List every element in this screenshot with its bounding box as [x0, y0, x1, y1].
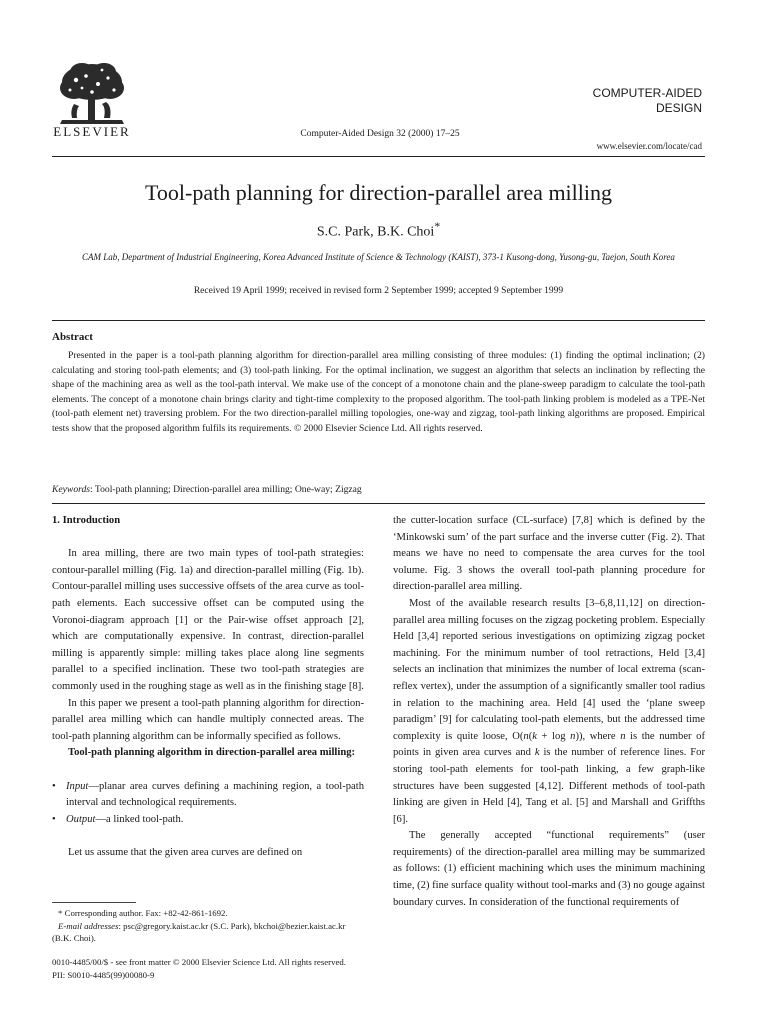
output-description: —a linked tool-path. — [95, 813, 184, 825]
input-description: —planar area curves defining a machining region, a tool-path interval and technological requirements. — [66, 780, 364, 809]
abstract-divider — [52, 503, 705, 504]
bullet-icon: • — [52, 813, 56, 825]
list-item — [52, 812, 364, 829]
keywords-label: Keywords — [52, 484, 91, 495]
author-names: S.C. Park, B.K. Choi — [316, 224, 435, 240]
brand-line-2: DESIGN — [655, 101, 702, 115]
front-matter-notice — [52, 956, 472, 982]
email-addresses[interactable]: : psc@gregory.kaist.ac.kr (S.C. Park), bkchoi@bezier.kaist.ac.kr (B.K. Choi). — [52, 920, 346, 943]
math-var: n — [570, 730, 576, 742]
article-authors — [52, 220, 705, 241]
corresponding-author-mark[interactable]: * — [434, 220, 441, 233]
right-paragraph-2 — [393, 596, 705, 828]
article-title: Tool-path planning for direction-parallel area milling — [144, 180, 613, 205]
math-var: n — [620, 730, 626, 742]
brand-line-1: COMPUTER-AIDED — [592, 86, 702, 100]
intro-paragraph-3: Let us assume that the given area curves are defined on — [68, 846, 303, 858]
list-item — [52, 779, 364, 812]
header-divider — [52, 156, 705, 157]
text-run: )), where — [575, 730, 621, 742]
text-run: + log — [536, 730, 571, 742]
keywords — [52, 484, 705, 495]
publisher-name: ELSEVIER — [53, 124, 131, 139]
abstract-text: Presented in the paper is a tool-path planning algorithm for direction-parallel area milling consisting of three modules: (1) finding the optimal inclination; (2) calculating and storing tool-path elements; and (3) tool-path linking. For the optimal inclination, we suggest an algorithm that selects an inclination by reflecting the shape of the machining area as well as the tool-path interval. We make use of the concept of a monotone chain and the plane-sweep paradigm to calculate the tool-path elements. The concept of a monotone chain brings clarity and tight-time complexity to the proposed algorithm. The tool-path linking problem is modeled as a TPE-Net (tool-path element net) traversing problem. For the two direction-parallel milling topologies, one-way and zigzag, tool-path linking algorithms are proposed. Empirical tests show that the proposed algorithm fulfils its requirements. © 2000 Elsevier Science Ltd. All rights reserved. — [52, 350, 705, 434]
abstract-heading: Abstract — [52, 331, 93, 343]
journal-url[interactable]: www.elsevier.com/locate/cad — [596, 141, 702, 151]
intro-paragraph-2: In this paper we present a tool-path planning algorithm for direction-parallel area milling which can handle multiply connected areas. The tool-path planning algorithm can be informally specified as follows. — [52, 697, 364, 742]
right-paragraph-1: the cutter-location surface (CL-surface) [7,8] which is defined by the ‘Minkowski sum’ of the part surface and the inverse cutter (Fig. 2). That means we have no need to compensate the area curves for the tool volume. Fig. 3 shows the overall tool-path planning procedure for direction-parallel area milling. — [393, 515, 705, 593]
algorithm-spec-list — [52, 779, 364, 829]
algorithm-heading: Tool-path planning algorithm in direction-parallel area milling: — [68, 747, 356, 759]
input-term: Input — [66, 780, 89, 792]
bullet-icon: • — [52, 780, 56, 792]
right-paragraph-3: The generally accepted “functional requirements” (user requirements) of the direction-parallel area milling may be summarized as follows: (1) efficient machining which uses the minimum machining time, (2) fine surface quality without tool-marks and (3) no gouge against boundary curves. In consideration of the functional requirements of — [393, 830, 705, 908]
received-dates: Received 19 April 1999; received in revised form 2 September 1999; accepted 9 September 1999 — [193, 286, 564, 296]
output-term: Output — [66, 813, 96, 825]
math-var: k — [534, 747, 540, 759]
title-divider — [52, 320, 705, 321]
author-affiliation: CAM Lab, Department of Industrial Engineering, Korea Advanced Institute of Science & Technology (KAIST), 373-1 Kusong-dong, Yusong-gu, Taejon, South Korea — [82, 252, 675, 262]
journal-citation: Computer-Aided Design 32 (2000) 17–25 — [300, 129, 460, 139]
pii-line: PII: S0010-4485(99)00080-9 — [52, 970, 155, 980]
footnote-divider — [52, 902, 136, 903]
left-column — [52, 513, 364, 861]
corresponding-author-note: * Corresponding author. Fax: +82-42-861-1692. — [58, 908, 228, 918]
right-column — [393, 513, 705, 911]
math-var: n — [523, 730, 529, 742]
section-heading-introduction: 1. Introduction — [52, 515, 121, 526]
footnote — [52, 907, 364, 945]
email-note — [52, 920, 364, 945]
journal-brand — [502, 86, 702, 116]
keywords-list: : Tool-path planning; Direction-parallel area milling; One-way; Zigzag — [90, 484, 362, 495]
text-run: ( — [528, 730, 533, 742]
math-var: k — [532, 730, 537, 742]
email-label: E-mail addresses — [58, 920, 119, 931]
text-run: is the number of reference lines. For storing tool-path elements for tool-path linking, a few graph-like structures have been suggested [4,12]. Different methods of tool-path linking are given in Held [4], Tang et al. [5] and Marshall and Griffths [6]. — [393, 747, 705, 825]
intro-paragraph-1: In area milling, there are two main types of tool-path strategies: contour-parallel milling (Fig. 1a) and direction-parallel milling (Fig. 1b). Contour-parallel milling uses successive offsets of the area curve as tool-path elements. Each successive offset can be computed using the Voronoi-diagram approach [1] or the Pair-wise offset approach [2], which are computationally expensive. In contrast, direction-parallel milling is apparently simple: milling takes place along line segments parallel to a specified inclination. These two tool-path strategies are commonly used in the roughing stage as well as in the finishing stage [8]. — [52, 548, 364, 692]
text-run: is the number of points in given area curves and — [393, 730, 705, 759]
copyright-line: 0010-4485/00/$ - see front matter © 2000 Elsevier Science Ltd. All rights reserved. — [52, 957, 346, 967]
text-run: Most of the available research results [3–6,8,11,12] on direction-parallel area milling focuses on the zigzag pocketing problem. Especially Held [3,4] reported serious investigations on optimizing zigzag pocket machining. For the minimum number of tool retractions, Held [3,4] selects an inclination that minimizes the number of local extrema (scan-reflex vertex), under the assumption of a significantly smaller tool radius in relation to the machining area. Held [4] used the ‘plane sweep paradigm’ [9] for calculating tool-path elements, but the addressed time complexity is quite loose, O( — [393, 597, 705, 742]
